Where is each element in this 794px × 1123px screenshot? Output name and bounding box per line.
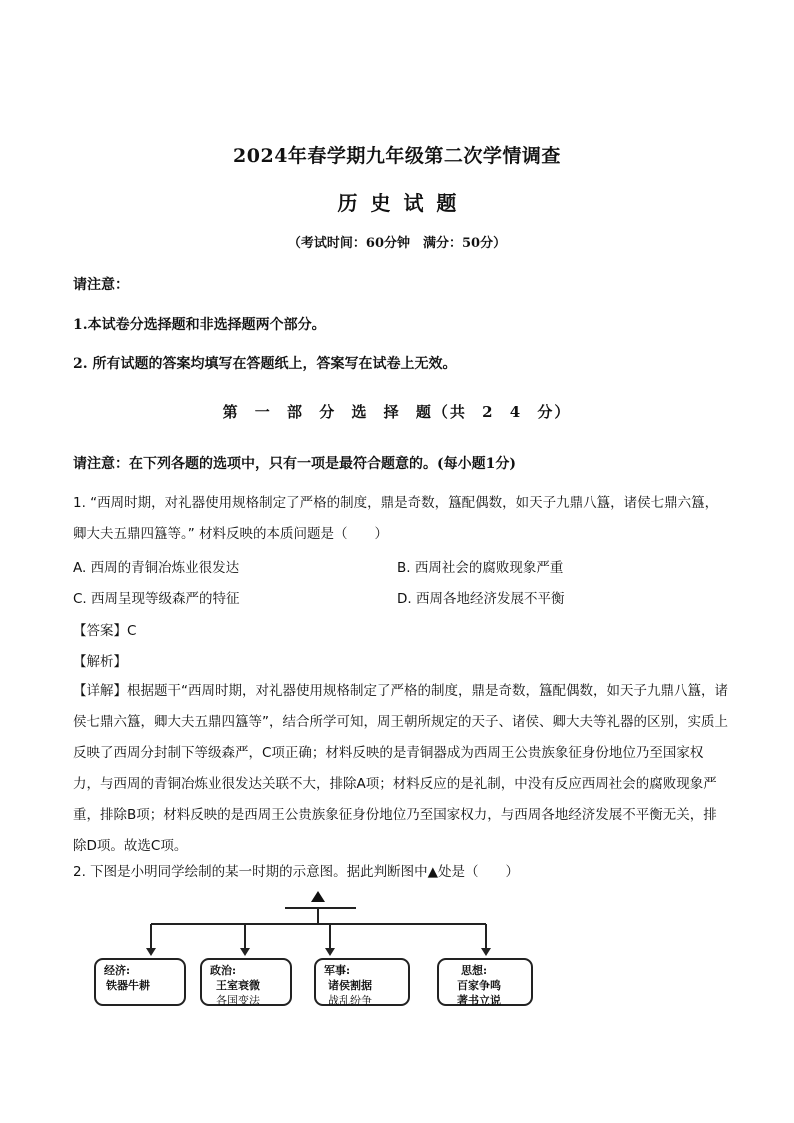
- diagram-box-politics: [200, 958, 292, 1006]
- option-b: B. 西周社会的腐败现象严重: [397, 560, 564, 576]
- notice-heading: 请注意：: [73, 277, 129, 293]
- section-title: 第 一 部 分 选 择 题（共 2 4 分）: [222, 403, 572, 421]
- box-label: 思想:: [461, 964, 488, 977]
- answer-label: 【答案】C: [73, 623, 137, 639]
- diagram-box-thought: [437, 958, 533, 1006]
- diagram-box-economy: [94, 958, 186, 1006]
- box-label: 军事:: [324, 964, 351, 977]
- subject-title: 历 史 试 题: [337, 191, 457, 215]
- option-d: D. 西周各地经济发展不平衡: [397, 591, 565, 607]
- option-c: C. 西周呈现等级森严的特征: [73, 591, 240, 607]
- detail-explanation: 【详解】根据题干“西周时期，对礼器使用规格制定了严格的制度，鼎是奇数，簋配偶数，如天子九鼎八簋，诸侯七鼎六簋，卿大夫五鼎四簋等”，结合所学可知，周王朝所规定的天子、诸侯、卿大夫等礼器的区别，实质上反映了西周分封制下等级森严，C项正确；材料反映的是青铜器成为西周王公贵族象征身份地位乃至国家权力，与西周的青铜冶炼业很发达关联不大，排除A项；材料反应的是礼制，中没有反应西周社会的腐败现象严重，排除B项；材料反映的是西周王公贵族象征身份地位乃至国家权力，与西周各地经济发展不平衡无关，排除D项。故选C项。: [73, 683, 728, 854]
- box-line: 铁器牛耕: [106, 979, 150, 992]
- box-line: 王室衰微: [216, 979, 260, 992]
- diagram-connectors: [80, 886, 560, 966]
- question-2-stem: 2. 下图是小明同学绘制的某一时期的示意图。据此判断图中▲处是（ ）: [73, 864, 520, 880]
- notice-item-2: 2. 所有试题的答案均填写在答题纸上，答案写在试卷上无效。: [73, 356, 457, 372]
- box-label: 政治:: [210, 964, 237, 977]
- page-title: 2024年春学期九年级第二次学情调查: [233, 145, 561, 167]
- exam-meta: （考试时间：60分钟 满分：50分）: [287, 236, 507, 251]
- concept-diagram: [80, 886, 560, 1036]
- box-line: 战乱纷争: [328, 994, 372, 1007]
- analysis-label: 【解析】: [73, 654, 127, 670]
- notice-item-1: 1.本试卷分选择题和非选择题两个部分。: [73, 317, 326, 333]
- question-1-stem: 1. “西周时期，对礼器使用规格制定了严格的制度，鼎是奇数，簋配偶数，如天子九鼎八簋，诸侯七鼎六簋，卿大夫五鼎四簋等。” 材料反映的本质问题是（ ）: [73, 495, 719, 542]
- section-instruction: 请注意：在下列各题的选项中，只有一项是最符合题意的。(每小题1分): [73, 456, 516, 472]
- box-label: 经济:: [104, 964, 131, 977]
- box-line: 诸侯割据: [328, 979, 372, 992]
- box-line: 百家争鸣: [457, 979, 501, 992]
- diagram-box-military: [314, 958, 410, 1006]
- triangle-marker: [311, 891, 325, 902]
- box-line: 各国变法: [216, 994, 260, 1007]
- option-a: A. 西周的青铜冶炼业很发达: [73, 560, 240, 576]
- box-line: 著书立说: [457, 994, 501, 1007]
